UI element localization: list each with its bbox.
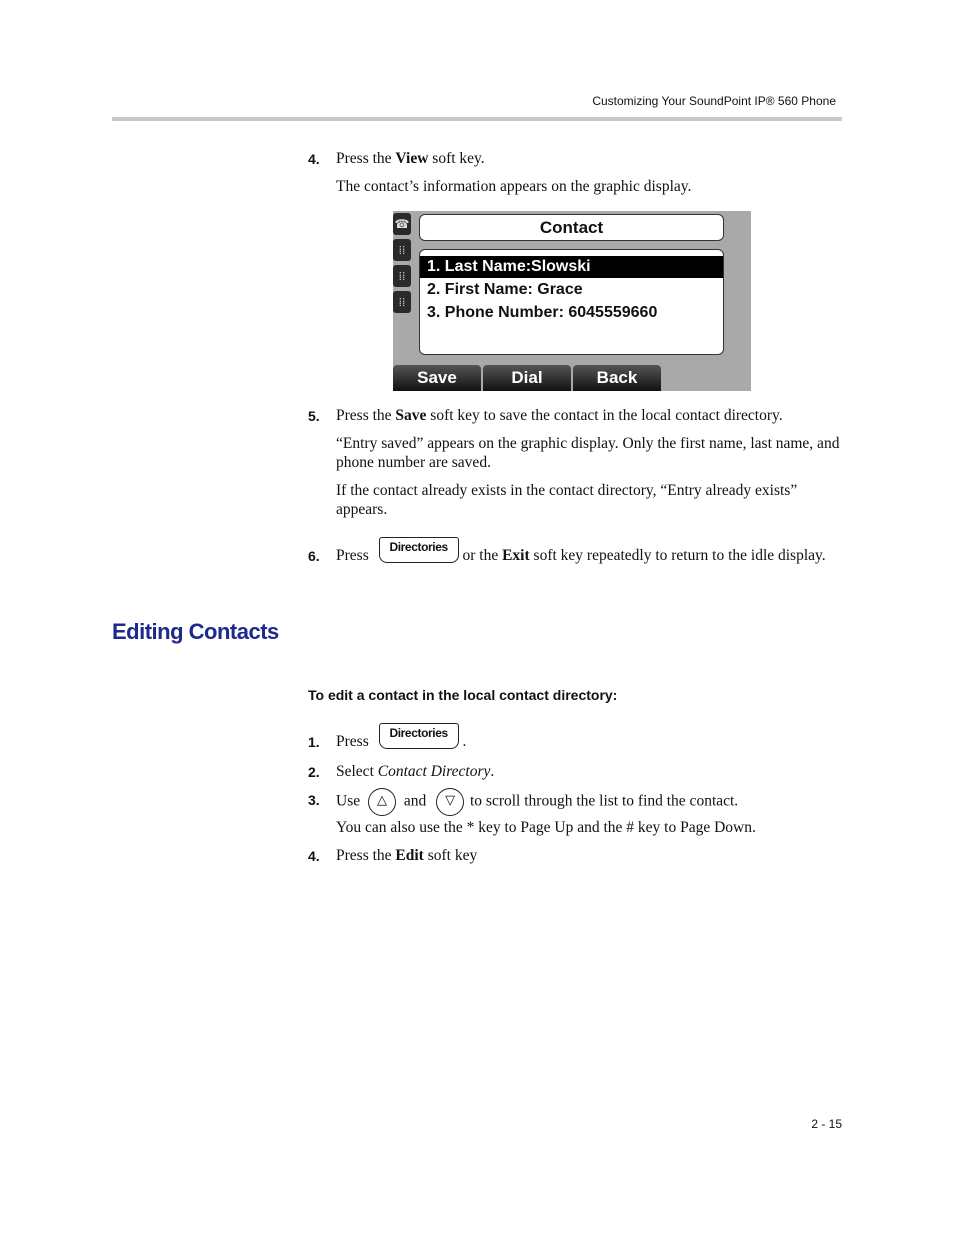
- handset-icon: ☎: [393, 213, 411, 235]
- list-item: 3. Phone Number: 6045559660: [427, 304, 658, 321]
- step-text-mid: or the: [462, 547, 503, 564]
- line-icon: ⁞⁞: [393, 265, 411, 287]
- step-text-pre: Press the: [336, 407, 396, 424]
- dial-softkey: Dial: [483, 365, 571, 391]
- step-note: The contact’s information appears on the graphic display.: [336, 178, 692, 195]
- display-title: Contact: [419, 214, 724, 241]
- step-text: [336, 723, 842, 751]
- section-heading: Editing Contacts: [112, 619, 279, 644]
- menu-item-name: Contact Directory: [377, 763, 491, 780]
- page-number: 2 - 15: [811, 1117, 842, 1131]
- step-text: [336, 149, 842, 168]
- soft-key-name: View: [395, 150, 429, 167]
- contact-field-list: [419, 249, 724, 355]
- procedure-heading: To edit a contact in the local contact directory:: [308, 687, 618, 703]
- step-text-pre: Use: [336, 792, 361, 810]
- step-text-mid: and: [403, 792, 427, 810]
- step-number: 5.: [308, 408, 320, 424]
- step-text-post: .: [462, 733, 467, 750]
- step-number: 4.: [308, 848, 320, 864]
- directories-key-icon: Directories: [379, 537, 459, 563]
- step-note: “Entry saved” appears on the graphic display. Only the first name, last name, and phone number are saved.: [336, 435, 840, 471]
- step-note: You can also use the * key to Page Up and the # key to Page Down.: [336, 819, 756, 836]
- phone-display-image: [393, 211, 751, 391]
- step-text-pre: Press: [336, 547, 369, 564]
- step-text-rest: [462, 546, 826, 566]
- down-arrow-icon: ▽: [436, 788, 464, 816]
- step-number: 6.: [308, 548, 320, 564]
- soft-key-name: Save: [395, 407, 427, 424]
- soft-key-name: Exit: [502, 547, 530, 564]
- step-text: [336, 537, 842, 566]
- back-softkey: Back: [573, 365, 661, 391]
- step-text: [336, 762, 842, 781]
- step-text-post: soft key to save the contact in the local contact directory.: [426, 407, 783, 424]
- line-icon: ⁞⁞: [393, 239, 411, 261]
- step-note: If the contact already exists in the contact directory, “Entry already exists” appears.: [336, 482, 798, 518]
- running-header: Customizing Your SoundPoint IP® 560 Phone: [592, 94, 836, 108]
- step-text-pre: Select: [336, 763, 378, 780]
- step-text: [336, 788, 842, 816]
- softkey-bar: [393, 365, 663, 391]
- soft-key-name: Edit: [395, 847, 424, 864]
- directories-key-icon: Directories: [379, 723, 459, 749]
- line-key-icons: [393, 213, 413, 317]
- list-item: 2. First Name: Grace: [427, 281, 583, 298]
- up-arrow-icon: △: [368, 788, 396, 816]
- step-text-pre: Press the: [336, 150, 396, 167]
- step-number: 3.: [308, 792, 320, 808]
- step-number: 4.: [308, 151, 320, 167]
- step-text-post: soft key: [423, 847, 478, 864]
- step-text-pre: Press: [336, 733, 369, 750]
- step-number: 2.: [308, 764, 320, 780]
- step-text-post: soft key.: [428, 150, 485, 167]
- step-text-pre: Press the: [336, 847, 396, 864]
- header-rule: [112, 117, 842, 121]
- step-text: [336, 406, 842, 425]
- line-icon: ⁞⁞: [393, 291, 411, 313]
- step-number: 1.: [308, 734, 320, 750]
- step-text-post: .: [490, 763, 495, 780]
- step-text-post: to scroll through the list to find the contact.: [470, 792, 739, 810]
- save-softkey: Save: [393, 365, 481, 391]
- step-text-post: soft key repeatedly to return to the idle display.: [529, 547, 826, 564]
- step-text: [336, 846, 842, 865]
- list-item-selected: 1. Last Name:Slowski: [420, 256, 723, 278]
